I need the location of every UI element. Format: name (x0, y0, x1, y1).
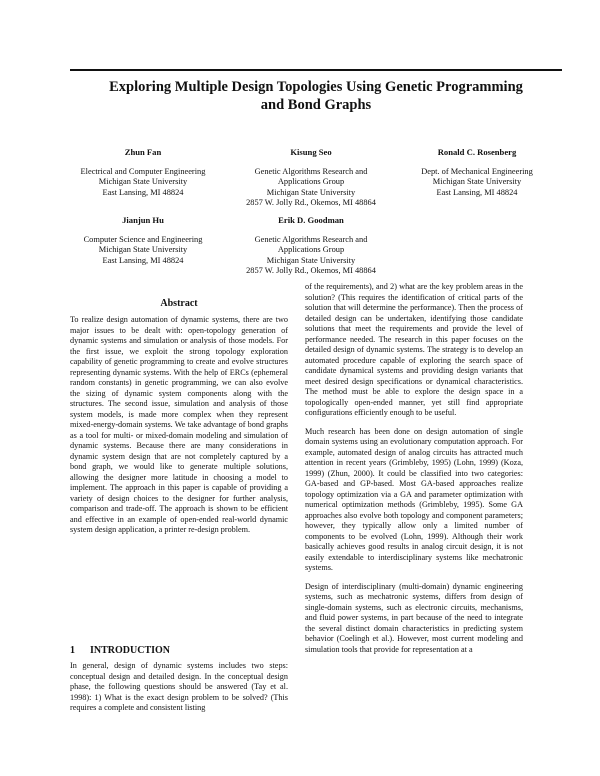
section-number: 1 (70, 645, 75, 656)
author-affiliation-line: 2857 W. Jolly Rd., Okemos, MI 48864 (246, 266, 376, 276)
paper-title-line-2: and Bond Graphs (260, 97, 372, 113)
body-paragraph: Design of interdisciplinary (multi-domain) dynamic engineering systems, such as mechatronic systems, differs from design of single-domain systems, such as electronic circuits, mechanisms, and fluid power systems, in part because of the need to integrate the several distinct domain characteristics in predicting system behavior (Coelingh et al.). However, most current modeling and simulation tools that provide for representation at a (305, 581, 523, 654)
section-title: INTRODUCTION (90, 645, 171, 656)
author-name: Kisung Seo (290, 147, 332, 157)
author-name: Erik D. Goodman (278, 215, 344, 225)
author-block-ronald-rosenberg (394, 147, 560, 198)
introduction-paragraph: In general, design of dynamic systems includes two steps: conceptual design and detailed design. In the conceptual design phase, the following questions should be answered (Tay et al. 1998): 1) What is the exact design problem to be solved? (This requires a complete and consistent listing (70, 661, 288, 712)
author-affiliation-line: Computer Science and Engineering (83, 234, 203, 244)
author-affiliation-line: East Lansing, MI 48824 (102, 187, 184, 197)
introduction-left-column (70, 661, 288, 714)
author-affiliation-line: Michigan State University (266, 187, 356, 197)
author-affiliation-line: Applications Group (277, 245, 345, 255)
author-name: Jianjun Hu (122, 215, 164, 225)
right-column (305, 282, 523, 663)
author-affiliation-line: Michigan State University (266, 255, 356, 265)
author-block-erik-goodman (228, 215, 394, 277)
author-affiliation-line: Michigan State University (432, 177, 522, 187)
author-affiliation-line: Electrical and Computer Engineering (80, 166, 206, 176)
author-affiliation-line: Michigan State University (98, 177, 188, 187)
abstract-body: To realize design automation of dynamic systems, there are two major issues to be dealt with: open-topology generation of dynamic systems and simulation or analysis of those models. For the first issue, we exploit the strong topology exploration capability of genetic programming to create and evolve structures representing dynamic systems. With the help of ERCs (ephemeral random constants) in genetic programming, we can also evolve the sizing of dynamic system components along with the structures. The second issue, simulation and analysis of those system models, is made more complex when they represent mixed-energy-domain systems. We take advantage of bond graphs as a tool for multi- or mixed-domain modeling and simulation of dynamic systems. Because there are many considerations in dynamic system design that are not completely captured by a bond graph, we would like to generate multiple solutions, allowing the designer more latitude in choosing a model to implement. The approach in this paper is capable of providing a variety of design choices to the designer for further analysis, comparison and trade-off. The approach is shown to be efficient and effective in an example of open-ended real-world dynamic system design application, a printer re-design problem. (70, 315, 288, 534)
author-name: Zhun Fan (124, 147, 162, 157)
author-affiliation-line: Dept. of Mechanical Engineering (421, 166, 533, 176)
body-paragraph: of the requirements), and 2) what are the key problem areas in the solution? (This requires the identification of critical parts of the solution that will determine the performance). Then the process of detailed design can be undertaken, identifying those candidate solutions that meet the requirements and provide the level of performance needed. The research in this paper focuses on the detailed design of dynamic systems. The strategy is to develop an automated procedure capable of exploring the search space of candidate dynamical systems and providing design variants that meet desired design specifications or dynamical characteristics. The method must be able to explore the design space in a topologically open-ended manner, yet still find appropriate configurations efficiently enough to be useful. (305, 282, 523, 417)
author-affiliation-line: East Lansing, MI 48824 (102, 255, 184, 265)
paper-title (70, 78, 562, 114)
title-top-rule (70, 69, 562, 71)
author-block-jianjun-hu (60, 215, 226, 266)
paper-title-line-1: Exploring Multiple Design Topologies Using Genetic Programming (109, 79, 523, 95)
author-affiliation-line: Genetic Algorithms Research and (254, 166, 368, 176)
abstract-section (70, 298, 288, 536)
section-heading-introduction (70, 645, 288, 656)
author-affiliation-line: East Lansing, MI 48824 (436, 187, 518, 197)
author-affiliation-line: Genetic Algorithms Research and (254, 234, 368, 244)
body-paragraph: Much research has been done on design automation of single domain systems using an evolutionary computation approach. For example, automated design of analog circuits has attracted much attention in recent years (Grimbleby, 1995) (Lohn, 1999) (Koza, 1999) (Zhun, 2000). It could be classified into two categories: GA-based and GP-based. Most GA-based approaches realize topology optimization via a GA and parameter optimization with numerical optimization methods (Grimbleby, 1995). Some GA approaches also evolve both topology and component parameters; however, they typically allow only a limited number of components to be evolved (Lohn, 1999). Although their work basically achieves good results in analog circuit design, it is not easily extendable to interdisciplinary systems like mechatronic systems. (305, 426, 523, 572)
author-affiliation-line: Applications Group (277, 177, 345, 187)
author-affiliation-line: Michigan State University (98, 245, 188, 255)
author-block-kisung-seo (228, 147, 394, 209)
abstract-heading: Abstract (160, 298, 198, 309)
author-name: Ronald C. Rosenberg (437, 147, 517, 157)
author-block-zhun-fan (60, 147, 226, 198)
author-affiliation-line: 2857 W. Jolly Rd., Okemos, MI 48864 (246, 198, 376, 208)
